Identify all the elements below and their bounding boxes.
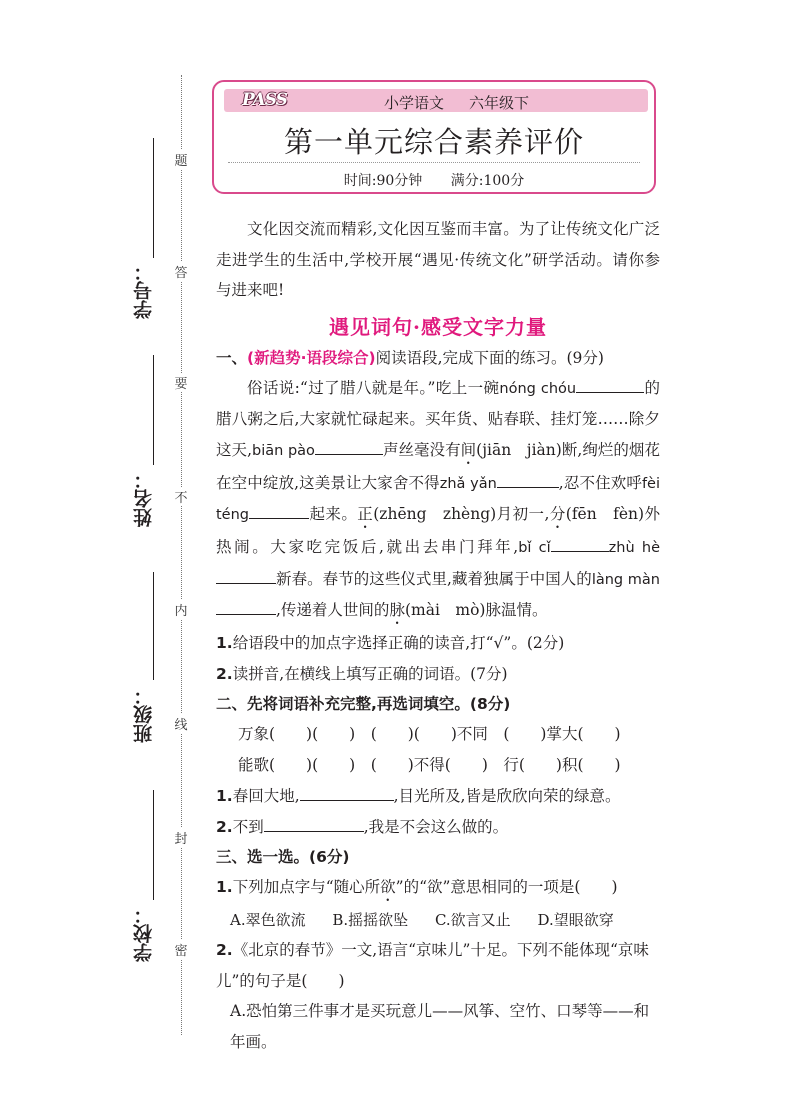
option-a[interactable]: A.恐怕第三件事才是买玩意儿——风筝、空竹、口琴等——和年画。 <box>230 1002 650 1051</box>
header-strip <box>224 89 648 112</box>
name-line[interactable] <box>153 355 154 465</box>
sub-question <box>216 781 660 812</box>
pinyin: làng màn <box>591 571 660 588</box>
passage-text: 新春。春节的这些仪式里,藏着独属于中国人的 <box>276 569 592 588</box>
question-1-passage <box>216 373 660 629</box>
answer-blank[interactable] <box>315 436 383 455</box>
sub-question-text: 《北京的春节》一文,语言“京味儿”十足。下列不能体现“京味儿”的句子是( ) <box>216 941 649 990</box>
pass-logo: PASS <box>242 90 287 110</box>
option-b[interactable]: B.摇摇欲坠 <box>332 911 409 929</box>
binding-dotted-line <box>181 75 182 1035</box>
dotted-char: 欲 <box>380 878 396 896</box>
idiom-row[interactable]: 能歌( )( ) ( )不得( ) 行( )积( ) <box>238 756 621 774</box>
sub-question-text: 给语段中的加点字选择正确的读音,打“√”。(2分) <box>232 634 565 652</box>
option-c[interactable]: C.欲言又止 <box>434 911 511 929</box>
exam-title: 第一单元综合素养评价 <box>283 125 584 159</box>
sub-question-number: 1. <box>216 787 233 805</box>
class-line[interactable] <box>153 572 154 680</box>
seal-char: 答 <box>173 262 189 281</box>
exam-content <box>216 214 660 1057</box>
name-label: 姓名： <box>133 470 155 527</box>
intro-paragraph: 文化因交流而精彩,文化因互鉴而丰富。为了让传统文化广泛走进学生的生活中,学校开展“遇见·传统文化”研学活动。请你参与进来吧! <box>216 220 660 299</box>
seal-char: 密 <box>173 940 189 959</box>
section-title: 遇见词句·感受文字力量 <box>329 314 547 339</box>
sub-question-number: 2. <box>216 817 233 836</box>
seal-char: 不 <box>173 487 189 506</box>
answer-blank[interactable] <box>497 469 559 488</box>
exam-meta <box>214 170 654 190</box>
pinyin: nóng chóu <box>499 380 577 397</box>
question-3-title: 三、选一选。(6分) <box>216 848 350 866</box>
header-divider <box>228 162 640 163</box>
answer-blank[interactable] <box>551 533 609 552</box>
sub-question-number: 1. <box>216 634 233 652</box>
question-2-title: 二、先将词语补充完整,再选词填空。(8分) <box>216 695 511 713</box>
passage-text: 的腊八粥之后,大家就忙碌起来。买年货、贴春联、挂灯笼……除夕这天, <box>216 378 660 459</box>
question-1-title <box>216 343 660 373</box>
pinyin: zhù hè <box>608 540 660 556</box>
passage-text: ,传递着人世间的 <box>276 601 390 619</box>
full-score: 满分:100分 <box>450 173 525 189</box>
sub-question <box>216 628 660 659</box>
question-number: 一、 <box>216 348 248 367</box>
subject-label: 小学语文 <box>384 94 445 112</box>
option-a[interactable]: A.翠色欲流 <box>230 911 306 929</box>
sub-question-number: 2. <box>216 664 233 683</box>
pinyin: zhǎ yǎn <box>439 475 497 492</box>
dotted-char: 脉 <box>389 601 405 619</box>
passage-text: 起来。 <box>309 505 358 523</box>
passage-text: (mài mò)脉温情。 <box>404 601 548 619</box>
seal-char: 要 <box>173 373 189 392</box>
sub-question-number: 1. <box>216 878 233 896</box>
grade-label: 六年级下 <box>469 94 530 112</box>
sub-question-text: 不到 <box>232 817 264 836</box>
idiom-row[interactable]: 万象( )( ) ( )( )不同 ( )掌大( ) <box>238 725 621 743</box>
pinyin: bǐ cǐ <box>518 540 551 556</box>
question-tag: (新趋势·语段综合) <box>247 348 376 367</box>
passage-text: ,忍不住欢呼 <box>558 473 642 492</box>
sub-question <box>216 659 660 690</box>
passage-text: (fēn fèn)外热闹。大家吃完饭后,就出去串门拜年, <box>216 505 660 556</box>
answer-blank[interactable] <box>576 374 644 393</box>
student-id-line[interactable] <box>153 138 154 258</box>
dotted-char: 正 <box>357 505 374 523</box>
seal-char: 内 <box>173 600 189 619</box>
student-id-label: 学号： <box>133 262 155 319</box>
passage-text: 俗话说:“过了腊八就是年。”吃上一碗 <box>247 378 500 397</box>
question-text: 阅读语段,完成下面的练习。(9分) <box>375 348 604 367</box>
seal-char: 题 <box>173 150 189 169</box>
passage-text: (jiān jiàn)断,绚烂的烟花在空中绽放,这美景让大家舍不得 <box>216 440 660 492</box>
sub-question-text: 春回大地, <box>232 787 300 805</box>
dotted-char: 间 <box>460 440 477 459</box>
school-label: 学校： <box>133 905 155 962</box>
answer-blank[interactable] <box>300 782 394 801</box>
seal-char: 封 <box>173 828 189 847</box>
passage-text: (zhēng zhèng)月初一, <box>373 505 550 523</box>
option-d[interactable]: D.望眼欲穿 <box>537 911 614 929</box>
exam-header <box>212 80 656 194</box>
sub-question-text: 读拼音,在横线上填写正确的词语。(7分) <box>232 664 508 683</box>
sub-question-number: 2. <box>216 941 233 959</box>
sub-question-text: 下列加点字与“随心所 <box>232 878 381 896</box>
class-label: 班级： <box>133 686 155 743</box>
option-row <box>216 905 660 935</box>
sub-question-text: ”的“欲”意思相同的一项是( ) <box>395 878 618 896</box>
time-limit: 时间:90分钟 <box>343 173 423 189</box>
pinyin: biān pào <box>252 442 315 459</box>
answer-blank[interactable] <box>264 813 364 832</box>
answer-blank[interactable] <box>249 500 309 519</box>
answer-blank[interactable] <box>216 596 276 615</box>
answer-blank[interactable] <box>216 565 276 584</box>
sub-question-text: ,我是不会这么做的。 <box>363 817 509 836</box>
pinyin: fèi téng <box>216 475 660 523</box>
sub-question <box>216 935 660 996</box>
school-line[interactable] <box>153 790 154 900</box>
sub-question-text: ,目光所及,皆是欣欣向荣的绿意。 <box>393 787 621 805</box>
dotted-char: 分 <box>549 505 566 523</box>
sub-question <box>216 812 660 843</box>
sub-question <box>216 872 660 905</box>
seal-char: 线 <box>173 714 189 733</box>
passage-text: 声丝毫没有 <box>382 440 461 459</box>
